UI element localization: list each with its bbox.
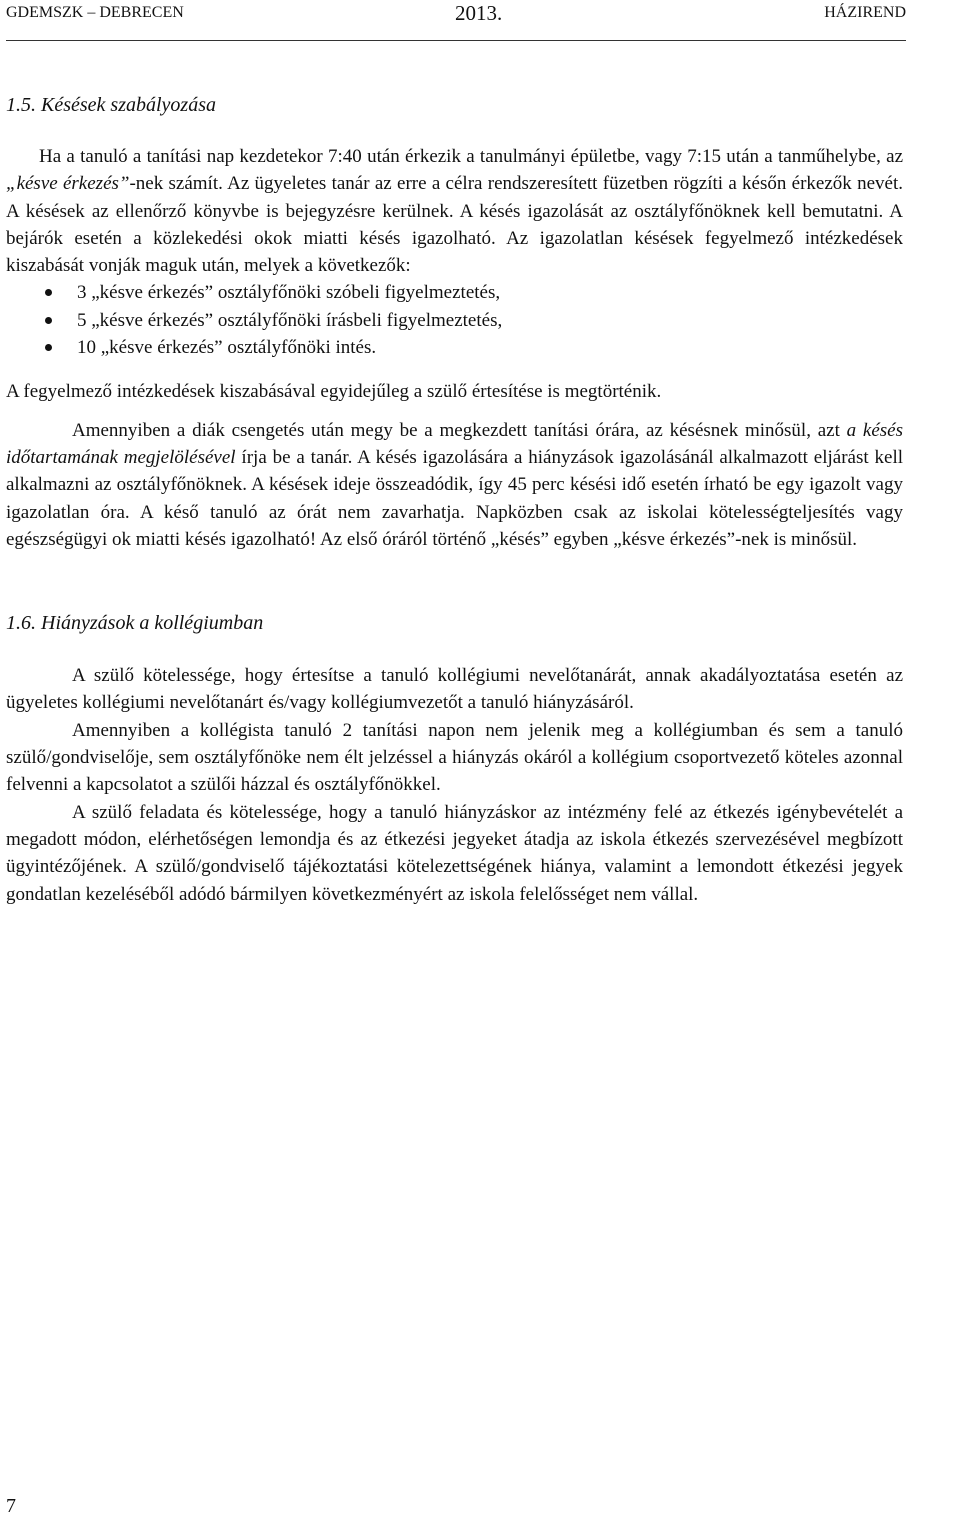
header-year: 2013. (455, 1, 503, 25)
paragraph-lesson-lateness (6, 417, 903, 553)
section-heading-1-5: 1.5. Késések szabályozása (6, 94, 216, 116)
list-item: 3 „késve érkezés” osztályfőnöki szóbeli figyelmeztetés, (77, 279, 903, 306)
page-number: 7 (6, 1495, 16, 1517)
italic-term: a késés időtartamának megjelölésével (6, 419, 903, 468)
text-run: -nek számít. Az ügyeletes tanár az erre a célra rendszeresített füzetben rögzíti a későn érkezők nevét. A késések az ellenőrző könyvbe is bejegyzésre kerülnek. A késés igazolását az osztályfőnöknek kell bemutatni. A bejárók esetén a közlekedési okok miatti késés igazolható. Az igazolatlan késések fegyelmező intézkedések kiszabását vonják maguk után, melyek a következők: (6, 173, 903, 277)
section-heading-1-6: 1.6. Hiányzások a kollégiumban (6, 612, 264, 635)
text-run: Amennyiben a diák csengetés után megy be a megkezdett tanítási órára, az késésnek minősül, azt (72, 419, 847, 441)
paragraph-parent-notification: A fegyelmező intézkedések kiszabásával egyidejűleg a szülő értesítése is megtörténik. (6, 381, 662, 403)
page-header (6, 0, 906, 41)
paragraph-parent-duty: A szülő kötelessége, hogy értesítse a tanuló kollégiumi nevelőtanárát, annak akadályoztatása esetén az ügyeletes kollégiumi nevelőtanárt és/vagy kollégiumvezetőt a tanuló hiányzásáról. (6, 665, 903, 714)
page-content (6, 92, 903, 908)
text-run: írja be a tanár. A késés igazolására a hiányzások igazolásánál alkalmazott eljárást kell alkalmazni az osztályfőnöknek. A késések ideje összeadódik, így 45 perc késési idő esetén írható be egy igazolt vagy igazolatlan óra. A késő tanuló az órát nem zavarhatja. Napközben csak az iskolai kötelességteljesítés vagy egészségügyi ok miatti késés igazolható! Az első óráról történő „késés” egyben „késve érkezés”-nek is minősül. (6, 446, 904, 550)
text-run: Ha a tanuló a tanítási nap kezdetekor 7:40 után érkezik a tanulmányi épületbe, vagy 7:15 után a tanműhelybe, az (39, 146, 903, 167)
italic-term: „késve érkezés” (6, 173, 130, 195)
paragraph-meal-cancellation: A szülő feladata és kötelessége, hogy a tanuló hiányzáskor az intézmény felé az étkezés igénybevételét a megadott módon, elérhetőségen lemondja és az étkezési jegyeket átadja az iskola étkezés szervezésével megbízott ügyintézőjének. A szülő/gondviselő tájékoztatási kötelezettségének hiánya, valamint a lemondott étkezési jegyek gondatlan kezeléséből adódó bármilyen következményért az iskola felelősséget nem vállal. (6, 801, 903, 905)
disciplinary-list (6, 279, 903, 361)
paragraph-late-arrival-rules (6, 143, 903, 279)
paragraph-dorm-absence: Amennyiben a kollégista tanuló 2 tanítási napon nem jelenik meg a kollégiumban és sem a tanuló szülő/gondviselője, sem osztályfőnöke nem élt jelzéssel a hiányzás okáról a kollégium csoportvezető köteles azonnal felvenni a kapcsolatot a szülői házzal és osztályfőnökkel. (6, 719, 903, 796)
list-item: 5 „késve érkezés” osztályfőnöki írásbeli figyelmeztetés, (77, 307, 903, 334)
header-institution: GDEMSZK – DEBRECEN (6, 4, 184, 21)
header-document-title: HÁZIREND (824, 4, 906, 21)
list-item: 10 „késve érkezés” osztályfőnöki intés. (77, 334, 903, 361)
